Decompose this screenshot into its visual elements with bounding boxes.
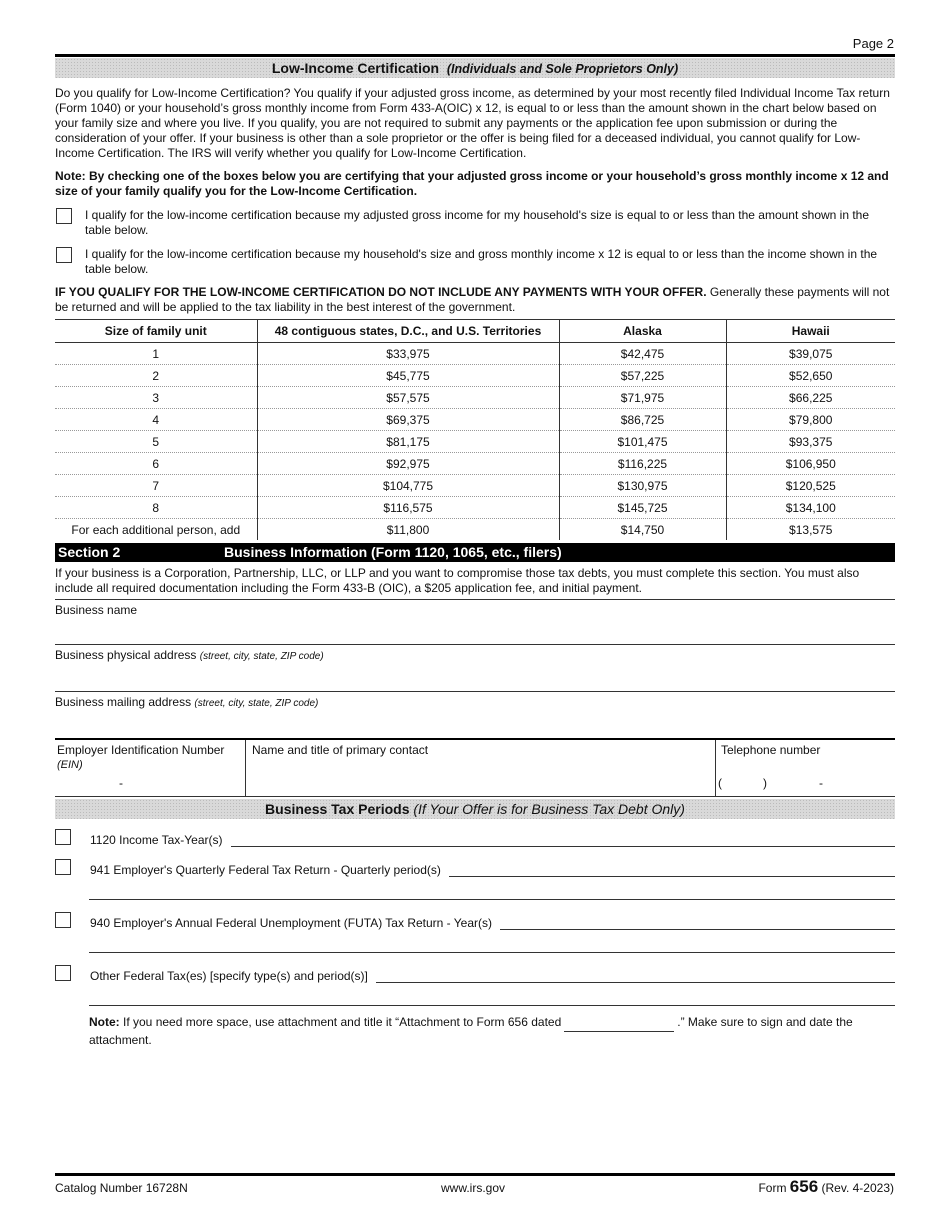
income-table bbox=[55, 319, 895, 540]
ein-hint: (EIN) bbox=[57, 759, 83, 771]
form-941-checkbox[interactable] bbox=[55, 859, 71, 875]
table-cell: 4 bbox=[55, 409, 257, 431]
table-row bbox=[55, 519, 895, 541]
table-cell: $57,225 bbox=[559, 365, 726, 387]
section-subtitle: (Individuals and Sole Proprietors Only) bbox=[446, 62, 679, 76]
table-cell: $81,175 bbox=[257, 431, 559, 453]
section-title: Low-Income Certification bbox=[271, 60, 440, 76]
table-cell: $45,775 bbox=[257, 365, 559, 387]
col-header: Hawaii bbox=[726, 320, 895, 343]
form-body bbox=[55, 54, 895, 1048]
table-cell: 3 bbox=[55, 387, 257, 409]
contact-row bbox=[55, 738, 895, 797]
table-cell: 6 bbox=[55, 453, 257, 475]
table-cell: $42,475 bbox=[559, 343, 726, 365]
contact-label: Name and title of primary contact bbox=[252, 743, 429, 757]
ein-field[interactable] bbox=[55, 740, 245, 796]
table-cell: $39,075 bbox=[726, 343, 895, 365]
form-940-row bbox=[55, 912, 895, 930]
phone-label: Telephone number bbox=[721, 743, 821, 757]
table-row bbox=[55, 453, 895, 475]
form-number: 656 bbox=[789, 1177, 819, 1196]
hint-text: (street, city, state, ZIP code) bbox=[199, 651, 324, 662]
form-1120-row bbox=[55, 829, 895, 847]
table-row bbox=[55, 365, 895, 387]
phone-field[interactable] bbox=[715, 740, 895, 796]
note-text: If you need more space, use attachment and title it “Attachment to Form 656 dated bbox=[119, 1015, 562, 1029]
table-cell: $86,725 bbox=[559, 409, 726, 431]
table-cell: $66,225 bbox=[726, 387, 895, 409]
label-text: Business physical address bbox=[55, 648, 197, 662]
form-1120-label: 1120 Income Tax-Year(s) bbox=[90, 833, 223, 847]
table-row bbox=[55, 497, 895, 519]
warning-text: Generally these payments will not be returned and will be applied to the tax liability in the best interest of the government. bbox=[55, 285, 890, 314]
table-cell: $52,650 bbox=[726, 365, 895, 387]
table-cell: $57,575 bbox=[257, 387, 559, 409]
form-prefix: Form bbox=[758, 1181, 787, 1195]
table-cell: 5 bbox=[55, 431, 257, 453]
other-tax-checkbox[interactable] bbox=[55, 965, 71, 981]
attachment-date-field[interactable] bbox=[564, 1015, 674, 1032]
physical-address-label bbox=[55, 647, 895, 665]
table-cell: $120,525 bbox=[726, 475, 895, 497]
hint-text: (street, city, state, ZIP code) bbox=[194, 698, 319, 709]
other-tax-row bbox=[55, 965, 895, 983]
form-940-checkbox[interactable] bbox=[55, 912, 71, 928]
form-1120-checkbox[interactable] bbox=[55, 829, 71, 845]
form-id bbox=[758, 1177, 894, 1197]
table-cell: $92,975 bbox=[257, 453, 559, 475]
section-subtitle: (If Your Offer is for Business Tax Debt Only) bbox=[413, 801, 685, 817]
form-940-field-2[interactable] bbox=[89, 930, 895, 953]
table-cell: $79,800 bbox=[726, 409, 895, 431]
table-cell: $106,950 bbox=[726, 453, 895, 475]
table-cell: $93,375 bbox=[726, 431, 895, 453]
page-number: Page 2 bbox=[852, 36, 894, 51]
form-941-field[interactable] bbox=[449, 862, 895, 877]
tax-periods-header bbox=[55, 799, 895, 819]
table-cell: $104,775 bbox=[257, 475, 559, 497]
table-cell: $116,225 bbox=[559, 453, 726, 475]
col-header: Size of family unit bbox=[55, 320, 257, 343]
agi-option bbox=[55, 208, 895, 238]
agi-option-label: I qualify for the low-income certification because my adjusted gross income for my household's size is equal to or less than the amount shown in the table below. bbox=[85, 208, 870, 237]
form-revision: (Rev. 4-2023) bbox=[821, 1181, 894, 1195]
section-2-title: Business Information (Form 1120, 1065, etc., filers) bbox=[224, 544, 562, 560]
agi-checkbox[interactable] bbox=[56, 208, 72, 224]
note-label: Note: bbox=[89, 1015, 120, 1029]
table-cell: $71,975 bbox=[559, 387, 726, 409]
mailing-address-label bbox=[55, 694, 895, 712]
table-row bbox=[55, 343, 895, 365]
low-income-intro: Do you qualify for Low-Income Certification? You qualify if your adjusted gross income, as determined by your most recently filed Individual Income Tax return (Form 1040) or your household’s gross monthly income from Form 433-A(OIC) x 12, is equal to or less than the amount shown in the chart below based on your family size and where you live. If you qualify, you are not required to submit any payments or the application fee upon submission or during the consideration of your offer. If your business is other than a sole proprietor or the offer is being filed for a deceased individual, you cannot qualify for Low-Income Certification. The IRS will verify whether you qualify for Low-Income Certification. bbox=[55, 86, 890, 160]
section-2-header bbox=[55, 543, 895, 562]
monthly-income-option bbox=[55, 247, 895, 277]
low-income-header bbox=[55, 58, 895, 78]
table-cell: 2 bbox=[55, 365, 257, 387]
table-cell: $33,975 bbox=[257, 343, 559, 365]
mailing-address-field[interactable] bbox=[55, 712, 895, 738]
table-cell: $11,800 bbox=[257, 519, 559, 541]
label-text: Business mailing address bbox=[55, 695, 192, 709]
phone-paren: ( bbox=[718, 776, 722, 790]
low-income-note: Note: By checking one of the boxes below you are certifying that your adjusted gross income or your household’s gross monthly income x 12 and size of your family qualify you for the Low-Income Certification. bbox=[55, 169, 889, 198]
form-941-label: 941 Employer's Quarterly Federal Tax Return - Quarterly period(s) bbox=[90, 863, 441, 877]
rule bbox=[55, 599, 895, 600]
table-cell: 8 bbox=[55, 497, 257, 519]
table-cell: $130,975 bbox=[559, 475, 726, 497]
section-title: Business Tax Periods bbox=[265, 801, 410, 817]
payment-warning bbox=[55, 285, 895, 315]
table-cell: 1 bbox=[152, 346, 160, 361]
table-row bbox=[55, 475, 895, 497]
warning-bold: IF YOU QUALIFY FOR THE LOW-INCOME CERTIFICATION DO NOT INCLUDE ANY PAYMENTS WITH YOUR OFFER. bbox=[55, 285, 707, 299]
form-940-label: 940 Employer's Annual Federal Unemployment (FUTA) Tax Return - Year(s) bbox=[90, 916, 493, 930]
other-tax-label: Other Federal Tax(es) [specify type(s) and period(s)] bbox=[90, 969, 368, 983]
other-tax-field-2[interactable] bbox=[89, 983, 895, 1006]
irs-website[interactable]: www.irs.gov bbox=[441, 1181, 506, 1195]
table-cell: $13,575 bbox=[726, 519, 895, 541]
table-cell: $134,100 bbox=[726, 497, 895, 519]
table-header-row bbox=[55, 320, 895, 343]
footer-rule bbox=[55, 1173, 895, 1176]
table-cell: For each additional person, add bbox=[55, 519, 257, 541]
table-cell: $14,750 bbox=[559, 519, 726, 541]
table-cell: $101,475 bbox=[559, 431, 726, 453]
monthly-income-checkbox[interactable] bbox=[56, 247, 72, 263]
top-rule bbox=[55, 54, 895, 57]
note-text: .” Make sure to sign and date the bbox=[677, 1015, 853, 1029]
monthly-income-option-label: I qualify for the low-income certification because my household's size and gross monthly income x 12 is equal to or less than the income shown in the table below. bbox=[85, 247, 878, 276]
table-row bbox=[55, 387, 895, 409]
business-name-field[interactable] bbox=[55, 618, 895, 645]
other-tax-field[interactable] bbox=[376, 968, 895, 983]
catalog-number: Catalog Number 16728N bbox=[55, 1181, 188, 1195]
section-2-label: Section 2 bbox=[58, 544, 121, 560]
form-941-row bbox=[55, 859, 895, 877]
business-name-label: Business name bbox=[55, 603, 138, 617]
form-941-field-2[interactable] bbox=[89, 877, 895, 900]
table-cell: $69,375 bbox=[257, 409, 559, 431]
physical-address-field[interactable] bbox=[55, 665, 895, 692]
col-header: Alaska bbox=[559, 320, 726, 343]
ein-separator: - bbox=[119, 776, 123, 790]
note-text: attachment. bbox=[89, 1033, 152, 1047]
form-940-field[interactable] bbox=[500, 915, 895, 930]
table-row bbox=[55, 409, 895, 431]
table-row bbox=[55, 431, 895, 453]
col-header: 48 contiguous states, D.C., and U.S. Territories bbox=[257, 320, 559, 343]
section-2-intro: If your business is a Corporation, Partnership, LLC, or LLP and you want to compromise those tax debts, you must complete this section. You must also include all required documentation including the Form 433-B (OIC), a $205 application fee, and initial payment. bbox=[55, 566, 860, 595]
attachment-note bbox=[89, 1014, 895, 1048]
ein-label: Employer Identification Number bbox=[57, 743, 225, 757]
phone-separator: - bbox=[819, 776, 823, 790]
table-cell: $145,725 bbox=[559, 497, 726, 519]
table-cell: 7 bbox=[55, 475, 257, 497]
contact-field[interactable] bbox=[245, 740, 715, 796]
form-1120-field[interactable] bbox=[231, 832, 895, 847]
table-cell: $116,575 bbox=[257, 497, 559, 519]
phone-paren: ) bbox=[763, 776, 767, 790]
